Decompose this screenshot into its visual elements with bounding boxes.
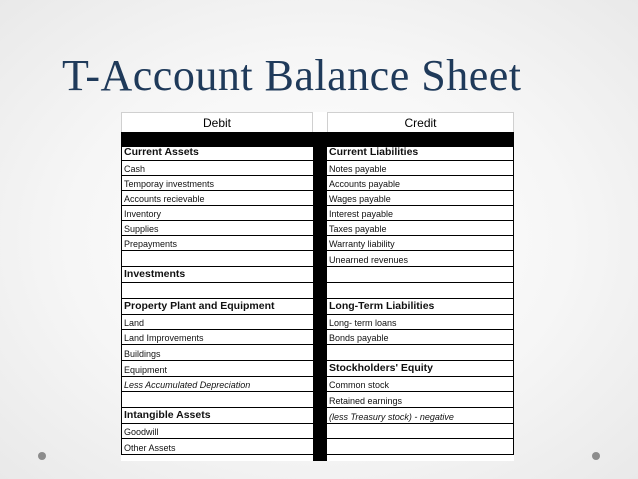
credit-row: Retained earnings <box>327 392 514 408</box>
debit-row: Prepayments <box>121 236 313 251</box>
credit-row <box>327 439 514 455</box>
debit-row: Investments <box>121 267 313 283</box>
header-black-bar <box>121 132 514 146</box>
credit-row: (less Treasury stock) - negative <box>327 408 514 424</box>
credit-row: Wages payable <box>327 191 514 206</box>
debit-row <box>121 392 313 408</box>
debit-row: Goodwill <box>121 424 313 439</box>
debit-row: Less Accumulated Depreciation <box>121 377 313 392</box>
credit-row: Unearned revenues <box>327 251 514 267</box>
credit-row: Notes payable <box>327 161 514 176</box>
credit-row: Stockholders' Equity <box>327 361 514 377</box>
debit-row: Supplies <box>121 221 313 236</box>
debit-row: Land <box>121 315 313 330</box>
debit-row: Cash <box>121 161 313 176</box>
debit-row: Intangible Assets <box>121 408 313 424</box>
credit-row: Accounts payable <box>327 176 514 191</box>
credit-row: Long-Term Liabilities <box>327 299 514 315</box>
credit-header: Credit <box>327 112 514 132</box>
credit-row: Common stock <box>327 377 514 392</box>
debit-row: Temporay investments <box>121 176 313 191</box>
debit-row: Other Assets <box>121 439 313 455</box>
credit-row <box>327 283 514 299</box>
debit-row: Accounts recievable <box>121 191 313 206</box>
credit-row: Current Liabilities <box>327 146 514 161</box>
credit-row: Taxes payable <box>327 221 514 236</box>
credit-row: Interest payable <box>327 206 514 221</box>
credit-row: Warranty liability <box>327 236 514 251</box>
debit-row: Buildings <box>121 345 313 361</box>
balance-sheet-table <box>121 112 514 461</box>
debit-row: Inventory <box>121 206 313 221</box>
debit-header: Debit <box>121 112 313 132</box>
credit-row <box>327 267 514 283</box>
slide-dot-left <box>38 452 46 460</box>
debit-row: Current Assets <box>121 146 313 161</box>
credit-row: Long- term loans <box>327 315 514 330</box>
debit-row: Property Plant and Equipment <box>121 299 313 315</box>
debit-row: Equipment <box>121 361 313 377</box>
column-divider <box>313 146 327 461</box>
credit-row <box>327 424 514 439</box>
debit-row: Land Improvements <box>121 330 313 345</box>
credit-column <box>327 146 514 455</box>
debit-column <box>121 146 313 455</box>
slide-dot-right <box>592 452 600 460</box>
credit-row: Bonds payable <box>327 330 514 345</box>
debit-row <box>121 283 313 299</box>
credit-row <box>327 345 514 361</box>
debit-row <box>121 251 313 267</box>
page-title: T-Account Balance Sheet <box>62 51 522 100</box>
